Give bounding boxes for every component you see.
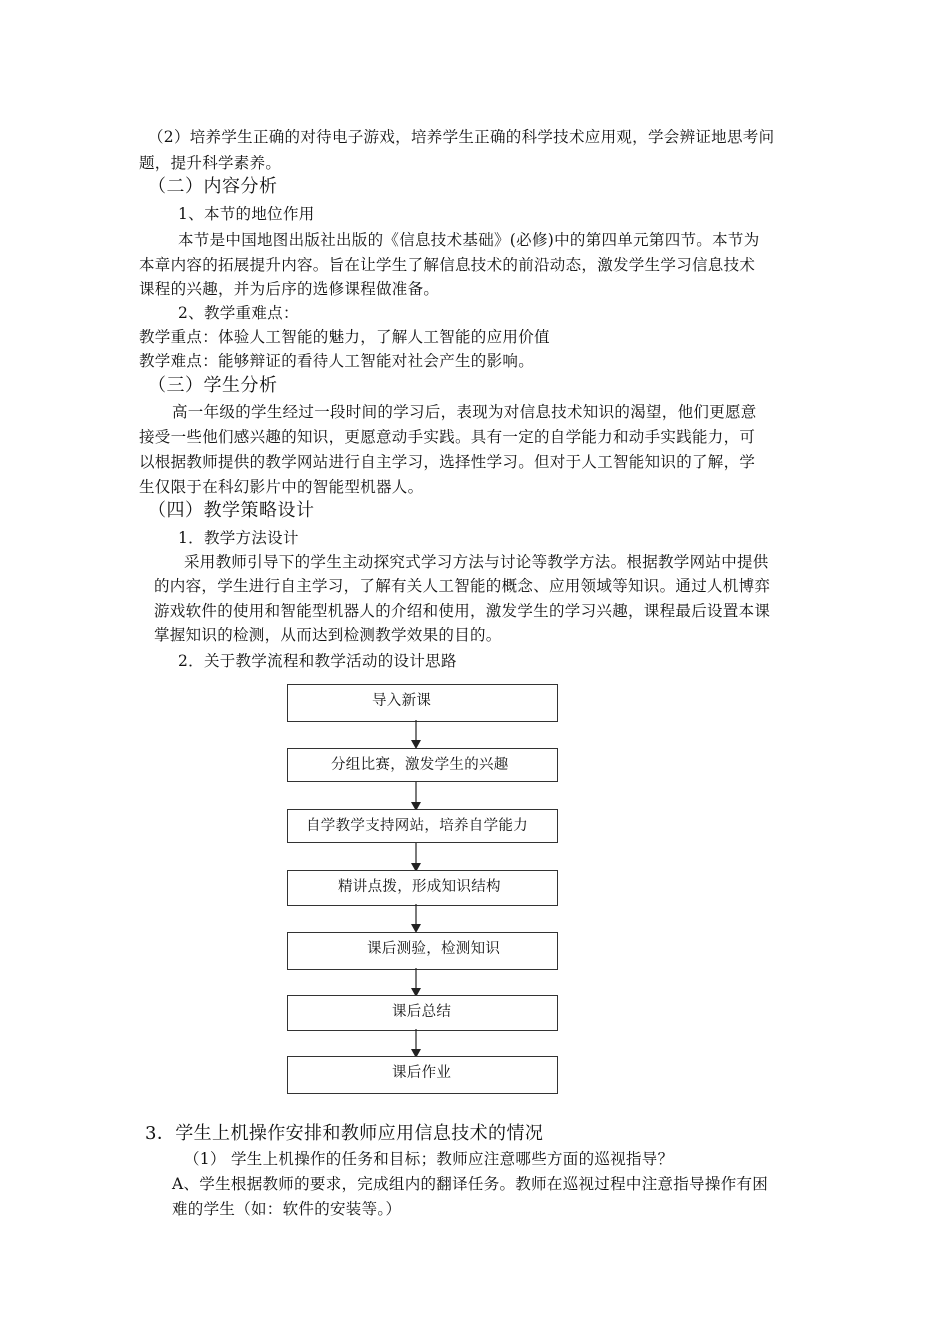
flow-step-label: 精讲点拨，形成知识结构 <box>338 879 501 895</box>
section3-question: （1） 学生上机操作的任务和目标；教师应注意哪些方面的巡视指导？ <box>184 1150 674 1168</box>
intro-line-2: 题，提升科学素养。 <box>139 154 282 172</box>
strategy-paragraph-line: 采用教师引导下的学生主动探究式学习方法与讨论等教学方法。根据教学网站中提供 <box>184 553 769 571</box>
difficult-point: 教学难点：能够辩证的看待人工智能对社会产生的影响。 <box>139 352 535 370</box>
strategy-paragraph-line: 的内容，学生进行自主学习，了解有关人工智能的概念、应用领域等知识。通过人机博弈 <box>154 577 771 595</box>
flow-step-label: 课后作业 <box>392 1065 452 1081</box>
intro-line-1: （2）培养学生正确的对待电子游戏，培养学生正确的科学技术应用观，学会辨证地思考问 <box>148 128 775 146</box>
content-paragraph-line: 本章内容的拓展提升内容。旨在让学生了解信息技术的前沿动态，激发学生学习信息技术 <box>139 256 756 274</box>
strategy-heading: （四）教学策略设计 <box>148 500 315 521</box>
flow-arrow <box>404 1029 428 1059</box>
student-analysis-heading: （三）学生分析 <box>148 375 278 396</box>
flow-step-label: 课后测验，检测知识 <box>367 941 501 957</box>
student-paragraph-line: 接受一些他们感兴趣的知识，更愿意动手实践。具有一定的自学能力和动手实践能力，可 <box>139 428 756 446</box>
flow-step-box <box>287 932 558 970</box>
flow-step-box <box>287 748 558 782</box>
flow-step-box <box>287 995 558 1031</box>
flow-step-label: 分组比赛，激发学生的兴趣 <box>331 757 509 773</box>
flow-design-subheading: 2．关于教学流程和教学活动的设计思路 <box>178 652 457 670</box>
section3-answer-line: 难的学生（如：软件的安装等。） <box>172 1200 402 1218</box>
flow-step-label: 导入新课 <box>372 693 432 709</box>
student-paragraph-line: 以根据教师提供的教学网站进行自主学习，选择性学习。但对于人工智能知识的了解，学 <box>139 453 756 471</box>
flow-arrow <box>404 843 428 873</box>
flow-arrow <box>404 904 428 934</box>
position-role-subheading: 1、本节的地位作用 <box>178 205 315 223</box>
student-paragraph-line: 生仅限于在科幻影片中的智能型机器人。 <box>139 478 424 496</box>
flow-step-box <box>287 809 558 843</box>
flow-step-label: 课后总结 <box>392 1004 452 1020</box>
section3-heading: 3．学生上机操作安排和教师应用信息技术的情况 <box>145 1123 544 1144</box>
flow-arrow <box>404 968 428 998</box>
content-analysis-heading: （二）内容分析 <box>148 176 278 197</box>
content-paragraph-line: 课程的兴趣，并为后序的选修课程做准备。 <box>139 280 440 298</box>
strategy-paragraph-line: 掌握知识的检测，从而达到检测教学效果的目的。 <box>154 626 502 644</box>
key-point: 教学重点：体验人工智能的魅力，了解人工智能的应用价值 <box>139 328 550 346</box>
flow-arrow <box>404 720 428 750</box>
flow-arrow <box>404 782 428 812</box>
method-design-subheading: 1．教学方法设计 <box>178 529 299 547</box>
content-paragraph-line: 本节是中国地图出版社出版的《信息技术基础》(必修)中的第四单元第四节。本节为 <box>178 231 760 249</box>
flow-step-box <box>287 1056 558 1094</box>
student-paragraph-line: 高一年级的学生经过一段时间的学习后，表现为对信息技术知识的渴望，他们更愿意 <box>172 403 757 421</box>
section3-answer-line: A、学生根据教师的要求，完成组内的翻译任务。教师在巡视过程中注意指导操作有困 <box>172 1175 769 1193</box>
flow-step-label: 自学教学支持网站，培养自学能力 <box>306 818 528 834</box>
strategy-paragraph-line: 游戏软件的使用和智能型机器人的介绍和使用，激发学生的学习兴趣，课程最后设置本课 <box>154 602 771 620</box>
key-difficult-subheading: 2、教学重难点： <box>178 304 299 322</box>
flow-step-box <box>287 870 558 906</box>
flow-step-box <box>287 684 558 722</box>
